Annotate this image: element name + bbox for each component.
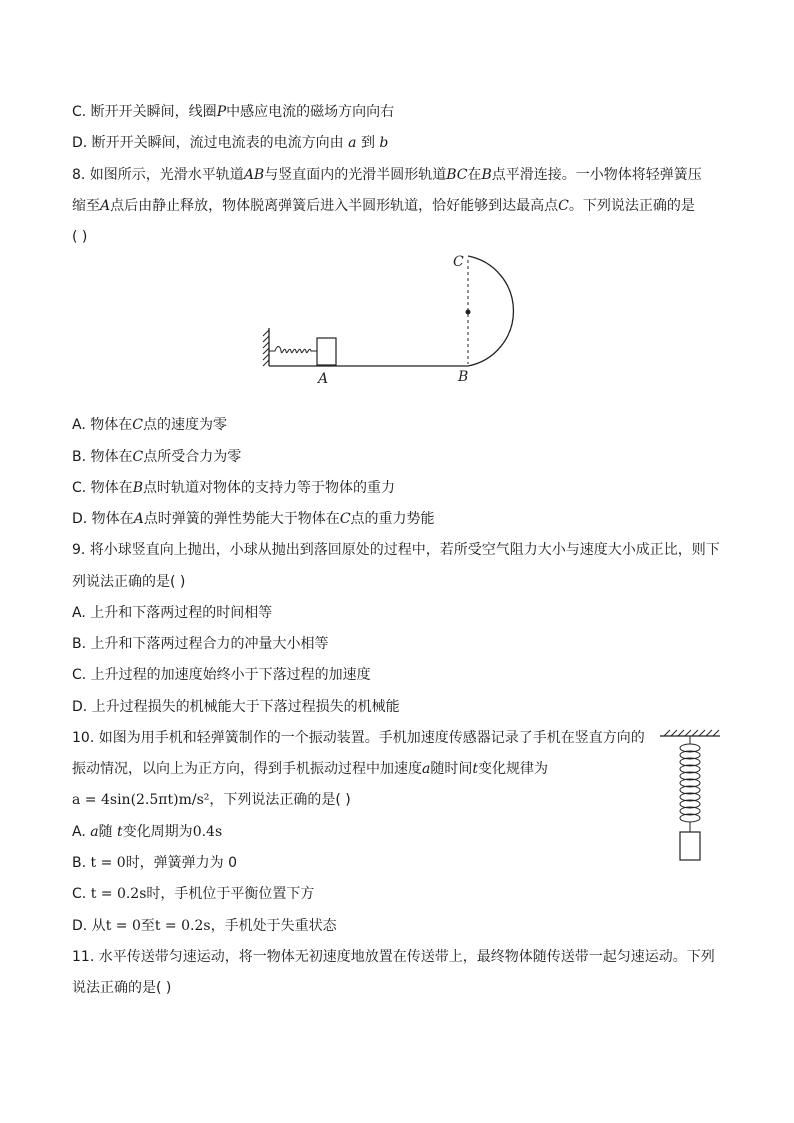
q8-stem-line-2: 缩至A点后由静止释放，物体脱离弹簧后进入半圆形轨道，恰好能够到达最高点C。下列说法正确的是 [72,198,695,214]
label-c: C [453,254,464,270]
q9-stem-line-2: 列说法正确的是( ) [72,574,186,590]
q10-stem-line-1: 10. 如图为用手机和轻弹簧制作的一个振动装置。手机加速度传感器记录了手机在竖直方向的 [72,730,645,746]
q10-spring-phone-figure [656,726,726,864]
q11-stem-line-1: 11. 水平传送带匀速运动，将一物体无初速度地放置在传送带上，最终物体随传送带一起匀速运动。下列 [72,949,715,965]
q10-stem-line-2: 振动情况，以向上为正方向，得到手机振动过程中加速度a随时间t变化规律为 [72,761,548,777]
wall-hatch [263,330,269,366]
block-object [317,338,336,365]
q9-stem-line-1: 9. 将小球竖直向上抛出，小球从抛出到落回原处的过程中，若所受空气阻力大小与速度大小成正比，则下 [72,542,720,558]
q8-option-d: D. 物体在A点时弹簧的弹性势能大于物体在C点的重力势能 [72,511,435,527]
q8-stem-line-1: 8. 如图所示，光滑水平轨道AB与竖直面内的光滑半圆形轨道BC在B点平滑连接。一小物体将轻弹簧压 [72,167,702,183]
q9-option-b: B. 上升和下落两过程合力的冲量大小相等 [72,636,329,652]
q10-option-a: A. a随 t变化周期为0.4s [72,824,223,840]
q8-option-c: C. 物体在B点时轨道对物体的支持力等于物体的重力 [72,480,395,496]
phone-block [680,832,700,860]
q9-option-c: C. 上升过程的加速度始终小于下落过程的加速度 [72,667,371,683]
spring-coil [269,347,317,353]
q8-option-b: B. 物体在C点所受合力为零 [72,449,242,465]
q10-option-b: B. t = 0时，弹簧弹力为 0 [72,855,238,871]
q9-option-d: D. 上升过程损失的机械能大于下落过程损失的机械能 [72,699,400,715]
vertical-spring-coil [680,744,700,822]
q10-stem-line-3: a = 4sin(2.5πt)m/s²，下列说法正确的是( ) [72,792,351,808]
q7-option-d: D. 断开开关瞬间，流过电流表的电流方向由 a 到 b [72,135,389,151]
ceiling-hatch [664,730,719,736]
q8-track-figure [255,248,545,388]
q10-option-c: C. t = 0.2s时，手机位于平衡位置下方 [72,886,315,902]
center-dot [466,310,471,315]
q11-stem-line-2: 说法正确的是( ) [72,980,172,996]
q7-option-c: C. 断开开关瞬间，线圈P中感应电流的磁场方向向右 [72,104,395,120]
q8-option-a: A. 物体在C点的速度为零 [72,417,227,433]
q10-option-d: D. 从t = 0至t = 0.2s，手机处于失重状态 [72,918,337,934]
semicircle-track [468,256,513,366]
label-a: A [318,371,329,387]
q9-option-a: A. 上升和下落两过程的时间相等 [72,605,273,621]
label-b: B [458,369,469,385]
q8-answer-bracket: ( ) [72,229,88,245]
